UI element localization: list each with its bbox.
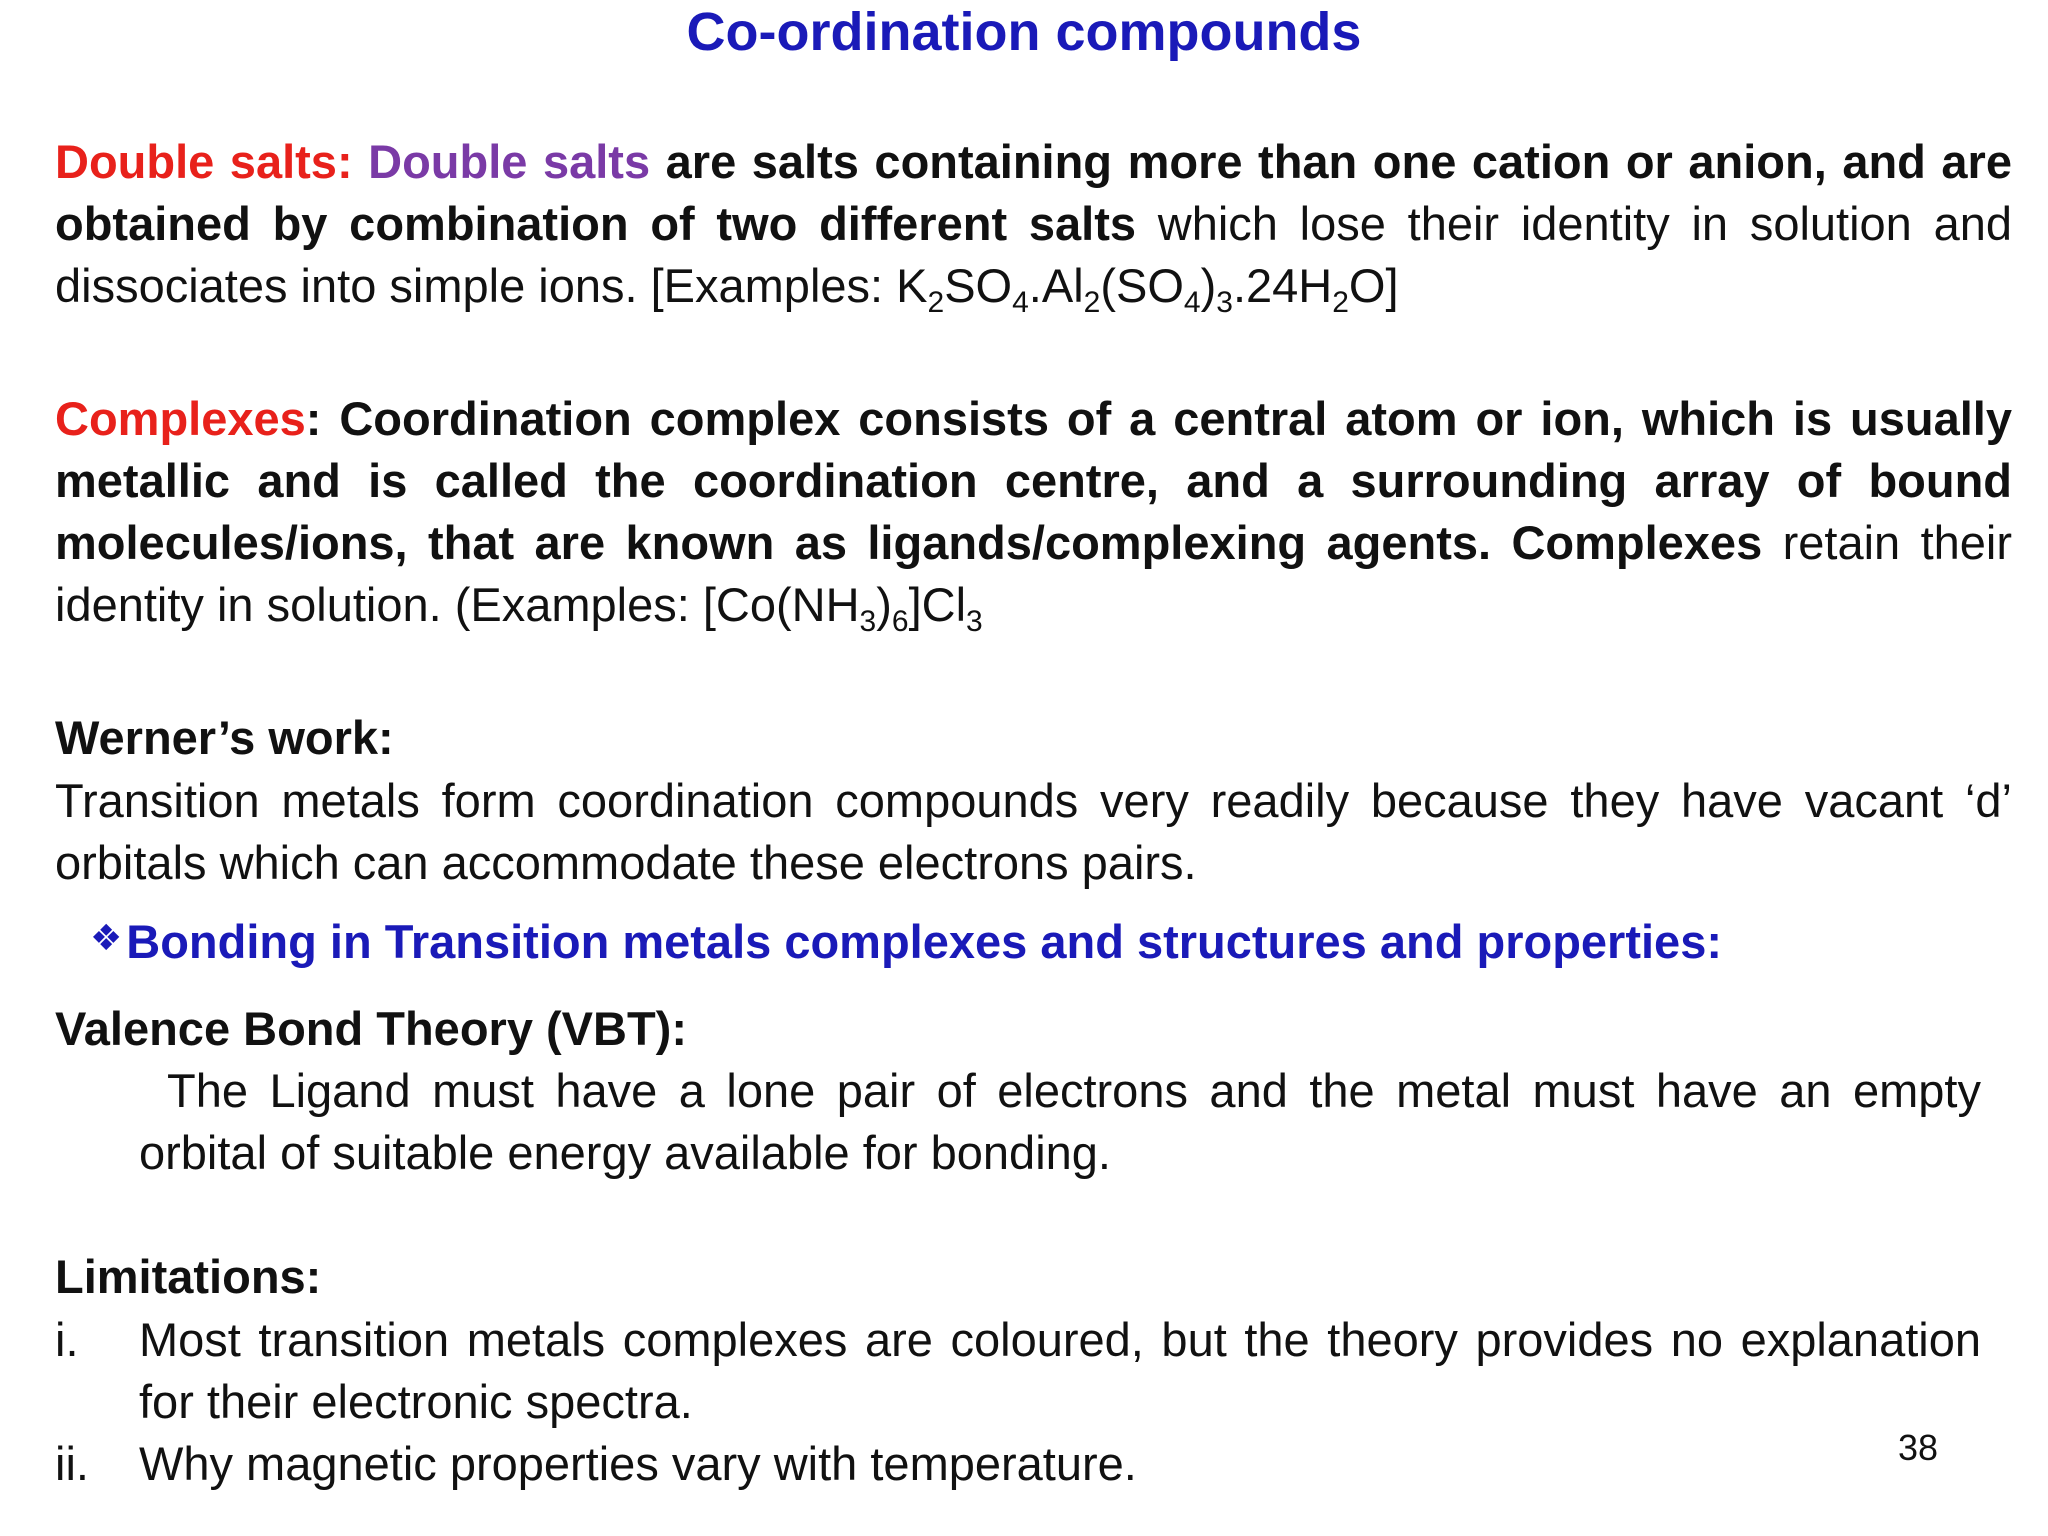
complexes-term: Complexes	[1511, 516, 1763, 569]
limitation-number: ii.	[55, 1437, 89, 1490]
double-salts-term: Double salts	[368, 135, 651, 188]
werner-heading: Werner’s work:	[55, 711, 394, 764]
double-salts-formula: $K_2SO_4.Al_2(SO_4)_3.24H_2O$]	[896, 259, 1399, 319]
double-salts-description: which lose their identity in solution and dissociates into simple ions. [Examples:	[55, 197, 2012, 312]
complexes-label: Complexes	[55, 392, 306, 445]
bonding-heading-text: Bonding in Transition metals complexes and structures and properties:	[126, 915, 1722, 968]
complexes-description: retain their identity in solution. (Examples:	[55, 516, 2012, 631]
vbt-heading: Valence Bond Theory (VBT):	[55, 1002, 687, 1055]
page-number: 38	[1898, 1427, 1939, 1468]
complexes-paragraph: Complexes: Coordination complex consists of a central atom or ion, which is usually metallic and is called the coordination centre, and a surrounding array of bound molecules/ions, that are known as ligands/complexing agents. Complexes retain their identity in solution. (Examples: $[Co(NH_3)_6]Cl_3$	[55, 392, 2012, 638]
bonding-heading	[90, 907, 1722, 973]
double-salts-definition: are salts containing more than one cation or anion, and are obtained by combination of two different salts	[55, 135, 2012, 250]
limitation-item	[55, 1309, 1981, 1433]
slide-title: Co-ordination compounds	[686, 2, 1362, 62]
limitation-item	[55, 1433, 1981, 1495]
limitations-heading: Limitations:	[55, 1250, 322, 1303]
vbt-text: The Ligand must have a lone pair of electrons and the metal must have an empty orbital of suitable energy available for bonding.	[139, 1064, 1981, 1179]
double-salts-paragraph	[55, 131, 2012, 317]
werner-text: Transition metals form coordination compounds very readily because they have vacant ‘d’ orbitals which can accommodate these electrons pairs.	[55, 774, 2012, 889]
double-salts-label: Double salts:	[55, 135, 353, 188]
diamond-bullet-icon: ❖	[90, 917, 123, 958]
complexes-definition: Coordination complex consists of a central atom or ion, which is usually metallic and is called the coordination centre, and a surrounding array of bound molecules/ions, that are known as ligands/complexing agents.	[55, 392, 2012, 569]
complexes-formula: $[Co(NH_3)_6]Cl_3$	[702, 578, 983, 638]
limitation-number: i.	[55, 1313, 79, 1366]
limitation-text: Why magnetic properties vary with temperature.	[139, 1437, 1137, 1490]
limitation-text: Most transition metals complexes are coloured, but the theory provides no explanation for their electronic spectra.	[139, 1313, 1981, 1428]
